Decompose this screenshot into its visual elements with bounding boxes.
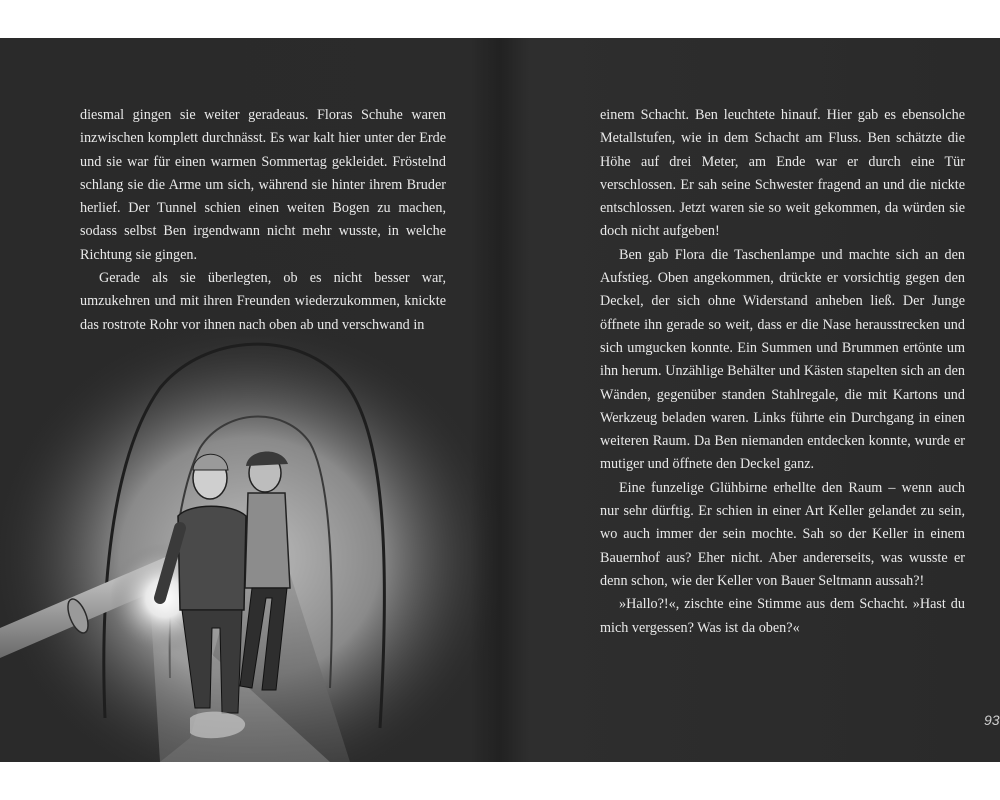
right-page (500, 38, 1000, 762)
book-spread (0, 38, 1000, 762)
right-page-text (600, 104, 965, 640)
paragraph: Ben gab Flora die Taschenlampe und machte sich an den Aufstieg. Oben angekommen, drückte er vorsichtig gegen den Deckel, der sich ohne Widerstand anheben ließ. Der Junge öffnete ihn gerade so weit, dass er die Nase herausstrecken und sich umgucken konnte. Ein Summen und Brummen ertönte um ihn herum. Unzählige Behälter und Kästen stapelten sich an den Wänden, gegenüber standen Stahlregale, die mit Kartons und Werkzeug beladen waren. Links führte ein Durchgang in einen weiteren Raum. Da Ben niemanden entdecken konnte, wurde er mutiger und öffnete den Deckel ganz. (600, 246, 965, 473)
left-page-text (80, 104, 446, 337)
paragraph: Eine funzelige Glühbirne erhellte den Raum – wenn auch nur sehr dürftig. Er schien in einer Art Keller gelandet zu sein, wo auch immer der sein mochte. Sah so der Keller in einem Bauernhof aus? Eher nicht. Aber andererseits, was wusste er denn schon, wie der Keller von Bauer Seltmann aussah?! (600, 479, 965, 589)
paragraph: Gerade als sie überlegten, ob es nicht besser war, umzukehren und mit ihren Freunden wiederzukommen, knickte das rostrote Rohr vor ihnen nach oben ab und verschwand in (80, 270, 446, 333)
paragraph: einem Schacht. Ben leuchtete hinauf. Hier gab es ebensolche Metallstufen, wie in dem Schacht am Fluss. Ben schätzte die Höhe auf drei Meter, am Ende war er durch eine Tür verschlossen. Er sah seine Schwester fragend an und die nickte entschlossen. Jetzt waren sie so weit gekommen, da würden sie doch nicht aufgeben! (600, 107, 965, 240)
page-number: 93 (984, 712, 1000, 728)
paragraph: diesmal gingen sie weiter geradeaus. Floras Schuhe waren inzwischen komplett durchnässt. Es war kalt hier unter der Erde und sie war für einen warmen Sommertag gekleidet. Fröstelnd schlang sie die Arme um sich, während sie hinter ihrem Bruder herlief. Der Tunnel schien einen weiten Bogen zu machen, sodass selbst Ben irgendwann nicht mehr wusste, in welche Richtung sie gingen. (80, 107, 446, 263)
left-page (0, 38, 500, 762)
paragraph: »Hallo?!«, zischte eine Stimme aus dem Schacht. »Hast du mich vergessen? Was ist da oben?« (600, 596, 965, 636)
